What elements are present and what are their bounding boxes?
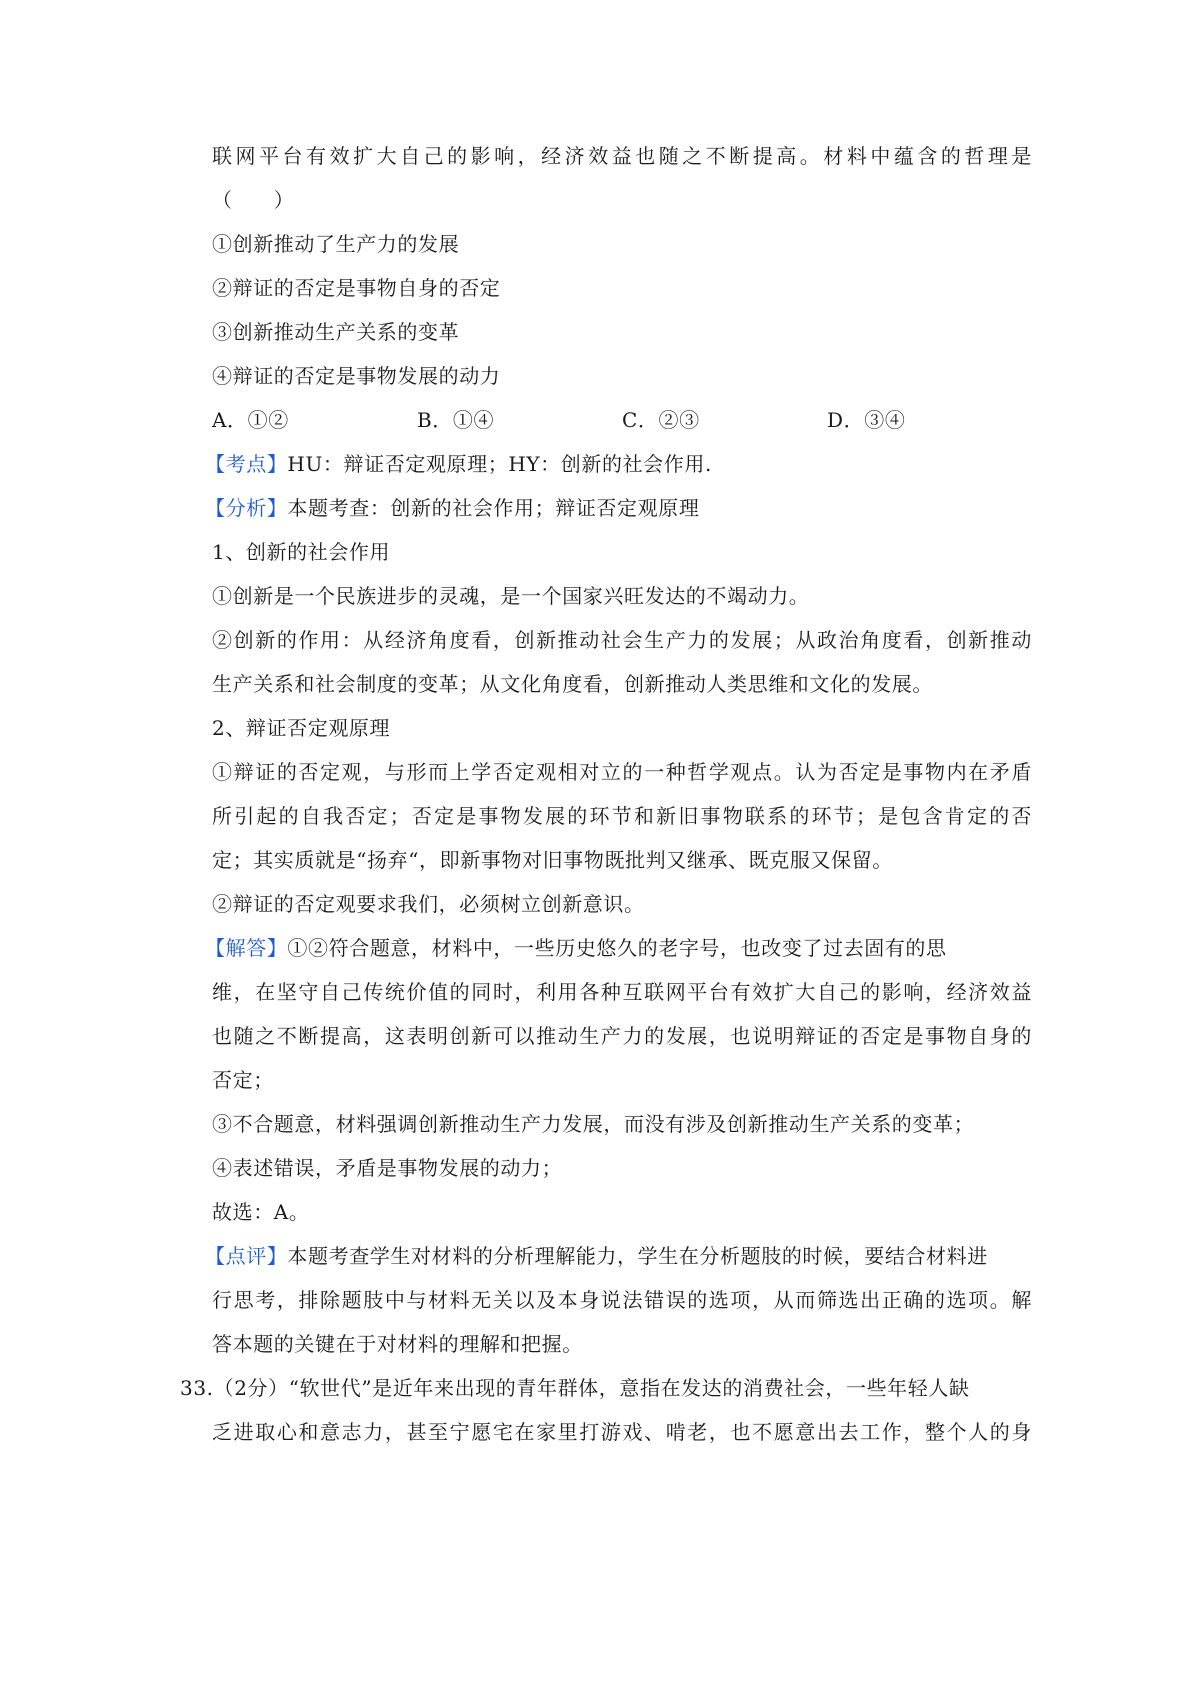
statement-1: ①创新推动了生产力的发展 xyxy=(212,232,460,256)
question-33-line: 乏进取心和意志力，甚至宁愿宅在家里打游戏、啃老，也不愿意出去工作，整个人的身 xyxy=(212,1420,1032,1444)
fenxi-line: 所引起的自我否定；否定是事物发展的环节和新旧事物联系的环节；是包含肯定的否 xyxy=(212,804,1032,828)
fenxi-line: ①创新是一个民族进步的灵魂，是一个国家兴旺发达的不竭动力。 xyxy=(212,584,810,608)
fenxi-line: 2、辩证否定观原理 xyxy=(212,716,391,740)
fenxi-line: ②辩证的否定观要求我们，必须树立创新意识。 xyxy=(212,892,645,916)
answer-choice: 故选：A。 xyxy=(212,1200,310,1224)
jieda-line: ④表述错误，矛盾是事物发展的动力； xyxy=(212,1156,563,1180)
kaodian-label: 【考点】 xyxy=(205,452,288,476)
fenxi-label: 【分析】 xyxy=(205,496,288,520)
dianping-section xyxy=(205,1241,1032,1271)
kaodian-section xyxy=(205,449,1025,479)
fenxi-section xyxy=(205,493,1025,523)
jieda-label: 【解答】 xyxy=(205,936,288,960)
jieda-line: ③不合题意，材料强调创新推动生产力发展，而没有涉及创新推动生产关系的变革； xyxy=(212,1112,975,1136)
option-a: A．①② xyxy=(212,408,289,432)
fenxi-line: 1、创新的社会作用 xyxy=(212,540,391,564)
fenxi-line: ①辩证的否定观，与形而上学否定观相对立的一种哲学观点。认为否定是事物内在矛盾 xyxy=(212,760,1032,784)
fenxi-line: ②创新的作用：从经济角度看，创新推动社会生产力的发展；从政治角度看，创新推动 xyxy=(212,628,1032,652)
question-stem-line: 联网平台有效扩大自己的影响，经济效益也随之不断提高。材料中蕴含的哲理是 xyxy=(212,144,1032,168)
statement-3: ③创新推动生产关系的变革 xyxy=(212,320,460,344)
dianping-label: 【点评】 xyxy=(205,1244,288,1268)
option-b: B．①④ xyxy=(417,408,495,432)
jieda-text: ①②符合题意，材料中，一些历史悠久的老字号，也改变了过去固有的思 xyxy=(287,936,947,960)
statement-4: ④辩证的否定是事物发展的动力 xyxy=(212,364,501,388)
question-33-text: （2分）“软世代”是近年来出现的青年群体，意指在发达的消费社会，一些年轻人缺 xyxy=(213,1376,970,1400)
question-number: 33. xyxy=(180,1376,214,1400)
jieda-line: 否定； xyxy=(212,1068,274,1092)
option-c: C．②③ xyxy=(622,408,700,432)
jieda-section xyxy=(205,933,1032,963)
option-d: D．③④ xyxy=(827,408,906,432)
dianping-line: 行思考，排除题肢中与材料无关以及本身说法错误的选项，从而筛选出正确的选项。解 xyxy=(212,1288,1032,1312)
jieda-line: 维，在坚守自己传统价值的同时，利用各种互联网平台有效扩大自己的影响，经济效益 xyxy=(212,980,1032,1004)
dianping-line: 答本题的关键在于对材料的理解和把握。 xyxy=(212,1332,583,1356)
fenxi-line: 生产关系和社会制度的变革；从文化角度看，创新推动人类思维和文化的发展。 xyxy=(212,672,933,696)
statement-2: ②辩证的否定是事物自身的否定 xyxy=(212,276,501,300)
fenxi-text: 本题考查：创新的社会作用；辩证否定观原理 xyxy=(287,496,700,520)
jieda-line: 也随之不断提高，这表明创新可以推动生产力的发展，也说明辩证的否定是事物自身的 xyxy=(212,1024,1032,1048)
kaodian-text: HU：辩证否定观原理；HY：创新的社会作用. xyxy=(287,452,712,476)
question-33 xyxy=(180,1373,1032,1403)
options-row xyxy=(212,405,1032,435)
answer-blank: （ ） xyxy=(212,188,295,212)
fenxi-line: 定；其实质就是“扬弃“，即新事物对旧事物既批判又继承、既克服又保留。 xyxy=(212,848,893,872)
dianping-text: 本题考查学生对材料的分析理解能力，学生在分析题肢的时候，要结合材料进 xyxy=(287,1244,988,1268)
